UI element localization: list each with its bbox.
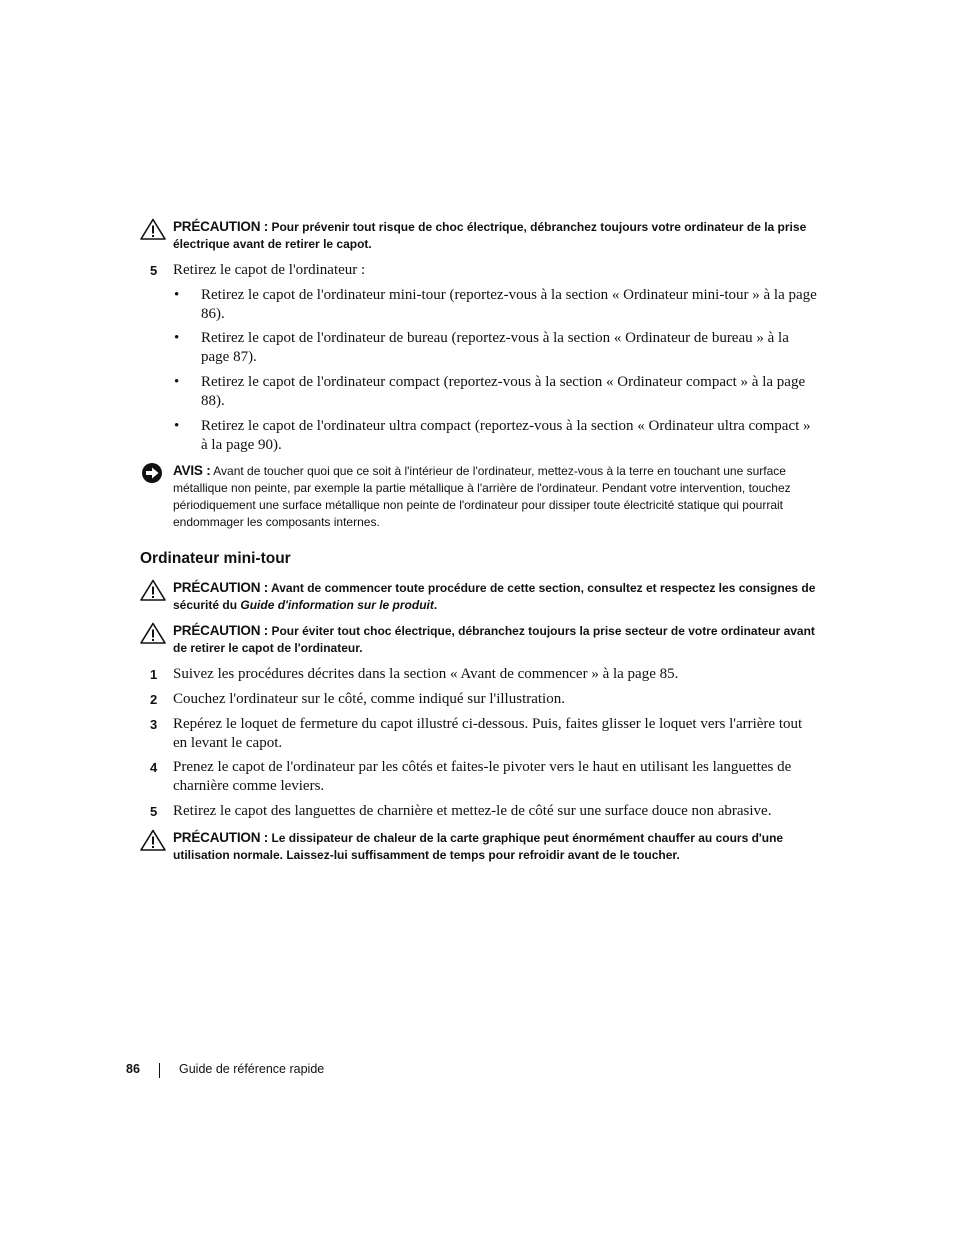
notice-arrow-icon bbox=[140, 462, 166, 484]
caution-notice bbox=[140, 829, 820, 864]
caution-keyword: PRÉCAUTION : bbox=[173, 623, 269, 638]
page-number: 86 bbox=[126, 1062, 140, 1076]
bullet-item bbox=[174, 286, 820, 324]
bullet-dot: • bbox=[174, 374, 180, 390]
step-item bbox=[150, 261, 820, 280]
step-number: 5 bbox=[150, 804, 158, 819]
bullet-text: Retirez le capot de l'ordinateur ultra compact (reportez-vous à la section « Ordinateur ultra compact » à la page 90). bbox=[201, 418, 811, 453]
avis-text: Avant de toucher quoi que ce soit à l'intérieur de l'ordinateur, mettez-vous à la terre en touchant une surface métallique non peinte, par exemple la partie métallique à l'arrière de l'ordinateur. Pendant votre intervention, touchez périodiquement une surface métallique non peinte de l'ordinateur pour dissiper toute électricité statique qui pourrait endommager les composants internes. bbox=[173, 464, 791, 529]
bullet-item bbox=[174, 417, 820, 455]
avis-notice bbox=[140, 462, 820, 531]
avis-keyword: AVIS : bbox=[173, 463, 211, 478]
bullet-item bbox=[174, 329, 820, 367]
step-text: Prenez le capot de l'ordinateur par les côtés et faites-le pivoter vers le haut en utilisant les languettes de charnière comme leviers. bbox=[173, 759, 792, 794]
page-footer bbox=[126, 1062, 325, 1076]
step-text: Repérez le loquet de fermeture du capot illustré ci-dessous. Puis, faites glisser le loquet vers l'arrière tout en levant le capot. bbox=[173, 716, 803, 751]
step-number: 5 bbox=[150, 263, 158, 278]
step-text: Retirez le capot de l'ordinateur : bbox=[173, 262, 366, 278]
step-text: Retirez le capot des languettes de charnière et mettez-le de côté sur une surface douce non abrasive. bbox=[173, 803, 772, 819]
caution-notice bbox=[140, 218, 820, 253]
bullet-text: Retirez le capot de l'ordinateur compact (reportez-vous à la section « Ordinateur compact » à la page 88). bbox=[201, 374, 806, 409]
section-heading: Ordinateur mini-tour bbox=[140, 550, 291, 567]
bullet-item bbox=[174, 373, 820, 411]
caution-text: Avant de commencer toute procédure de cette section, consultez et respectez les consignes de sécurité du bbox=[173, 581, 816, 612]
caution-text: Pour éviter tout choc électrique, débranchez toujours la prise secteur de votre ordinateur avant de retirer le capot de l'ordinateur. bbox=[173, 624, 815, 655]
footer-divider bbox=[159, 1063, 160, 1078]
step-number: 3 bbox=[150, 717, 158, 732]
caution-text: Le dissipateur de chaleur de la carte graphique peut énormément chauffer au cours d'une utilisation normale. Laissez-lui suffisamment de temps pour refroidir avant de le toucher. bbox=[173, 831, 784, 862]
warning-triangle-icon bbox=[140, 579, 166, 601]
caution-notice bbox=[140, 579, 820, 614]
step-item bbox=[150, 690, 820, 709]
step-text: Suivez les procédures décrites dans la section « Avant de commencer » à la page 85. bbox=[173, 666, 679, 682]
caution-text-italic: Guide d'information sur le produit bbox=[240, 598, 434, 612]
bullet-dot: • bbox=[174, 418, 180, 434]
step-text: Couchez l'ordinateur sur le côté, comme indiqué sur l'illustration. bbox=[173, 691, 565, 707]
warning-triangle-icon bbox=[140, 218, 166, 240]
step-number: 2 bbox=[150, 692, 158, 707]
caution-text-end: . bbox=[433, 598, 438, 612]
step-number: 4 bbox=[150, 760, 158, 775]
caution-text: Pour prévenir tout risque de choc électrique, débranchez toujours votre ordinateur de la prise électrique avant de retirer le capot. bbox=[173, 220, 807, 251]
caution-keyword: PRÉCAUTION : bbox=[173, 219, 269, 234]
footer-title: Guide de référence rapide bbox=[179, 1062, 325, 1076]
warning-triangle-icon bbox=[140, 829, 166, 851]
step-item bbox=[150, 665, 820, 684]
warning-triangle-icon bbox=[140, 622, 166, 644]
bullet-dot: • bbox=[174, 330, 180, 346]
bullet-text: Retirez le capot de l'ordinateur de bureau (reportez-vous à la section « Ordinateur de bureau » à la page 87). bbox=[201, 330, 789, 365]
step-item bbox=[150, 715, 820, 753]
caution-keyword: PRÉCAUTION : bbox=[173, 830, 269, 845]
bullet-dot: • bbox=[174, 287, 180, 303]
caution-keyword: PRÉCAUTION : bbox=[173, 580, 269, 595]
caution-notice bbox=[140, 622, 820, 657]
bullet-text: Retirez le capot de l'ordinateur mini-tour (reportez-vous à la section « Ordinateur mini-tour » à la page 86). bbox=[201, 287, 817, 322]
step-item bbox=[150, 802, 820, 821]
step-item bbox=[150, 758, 820, 796]
step-number: 1 bbox=[150, 667, 158, 682]
